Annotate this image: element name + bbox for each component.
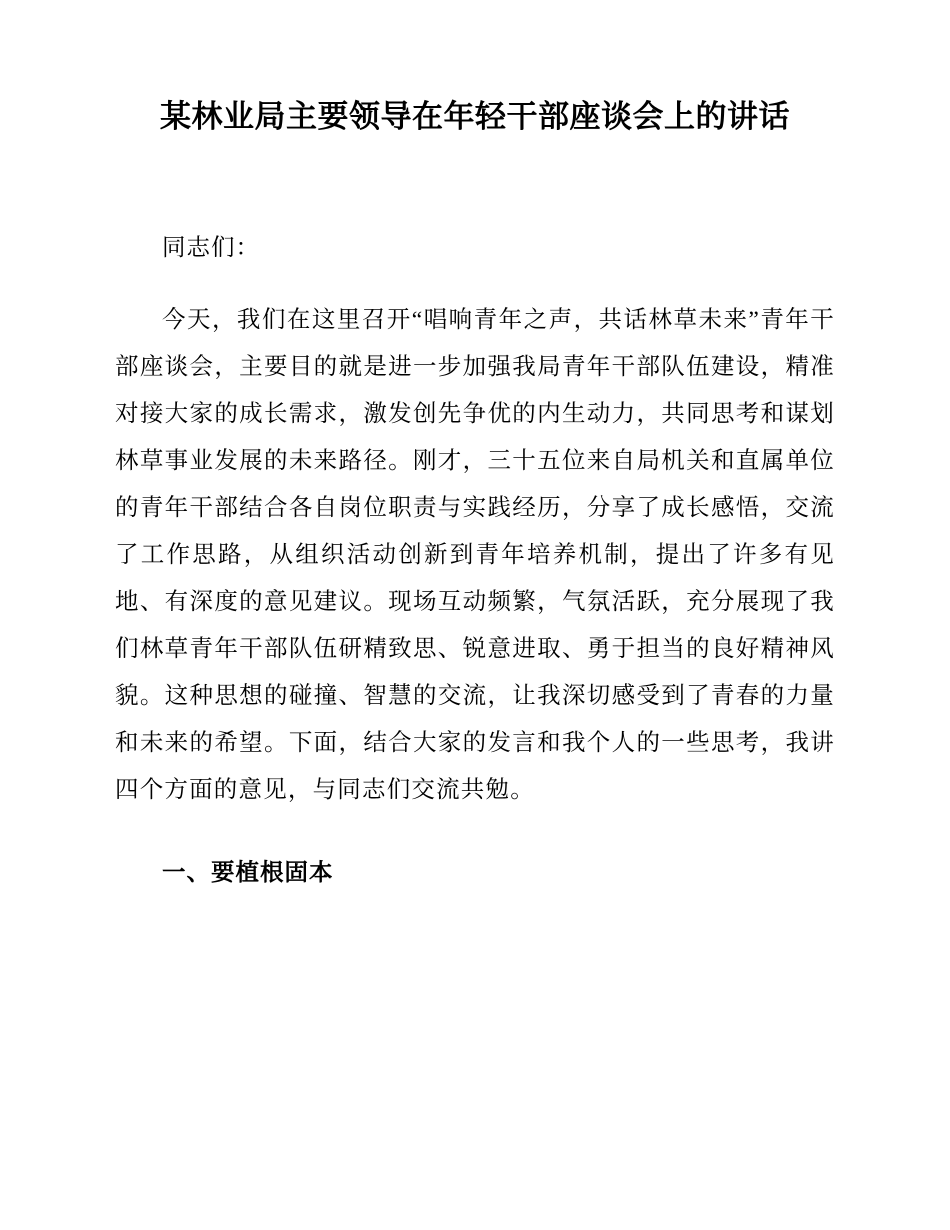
salutation: 同志们：	[162, 234, 260, 261]
page-title: 某林业局主要领导在年轻干部座谈会上的讲话	[160, 99, 790, 135]
section-heading: 一、要植根固本	[162, 857, 334, 886]
body-paragraph: 今天，我们在这里召开“唱响青年之声，共话林草未来”青年干部座谈会，主要目的就是进一步加强我局青年干部队伍建设，精准对接大家的成长需求，激发创先争优的内生动力，共同思考和谋划林草事业发展的未来路径。刚才，三十五位来自局机关和直属单位的青年干部结合各自岗位职责与实践经历，分享了成长感悟，交流了工作思路，从组织活动创新到青年培养机制，提出了许多有见地、有深度的意见建议。现场互动频繁，气氛活跃，充分展现了我们林草青年干部队伍研精致思、锐意进取、勇于担当的良好精神风貌。这种思想的碰撞、智慧的交流，让我深切感受到了青春的力量和未来的希望。下面，结合大家的发言和我个人的一些思考，我讲四个方面的意见，与同志们交流共勉。	[115, 306, 835, 803]
